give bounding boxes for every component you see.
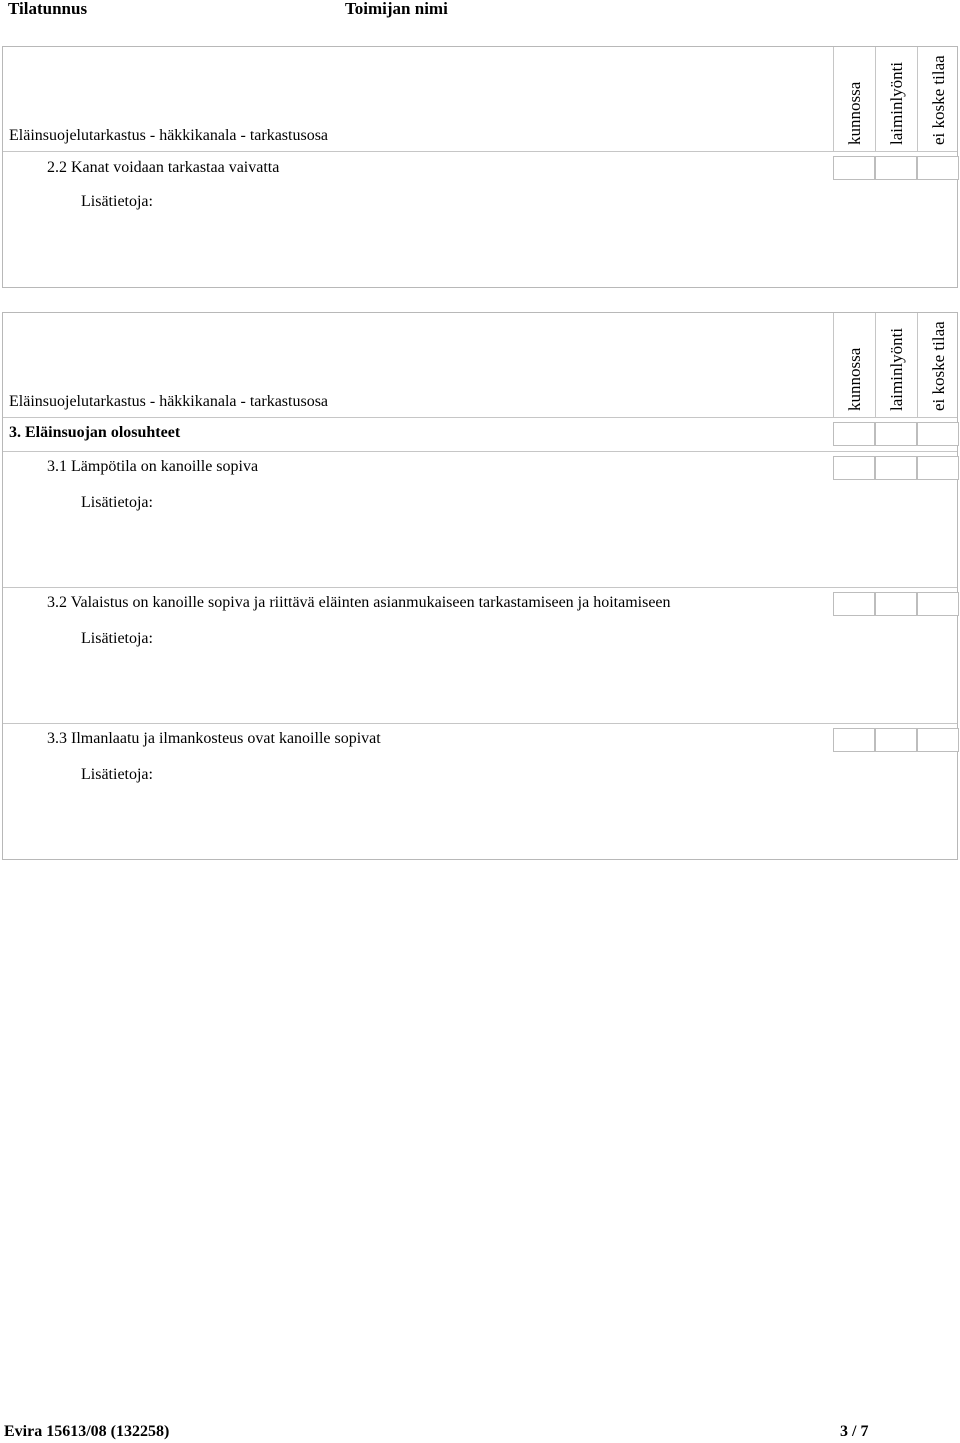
operator-name-label: Toimijan nimi [345, 0, 448, 18]
checkbox-not-applicable[interactable] [917, 592, 959, 616]
item-2-2-info-label: Lisätietoja: [81, 193, 153, 210]
checkbox-ok[interactable] [833, 592, 875, 616]
column-header-neglect: laiminlyönti [875, 47, 917, 151]
checkbox-neglect[interactable] [875, 728, 917, 752]
checkbox-ok[interactable] [833, 456, 875, 480]
column-header-ok: kunnossa [833, 313, 875, 417]
checkbox-neglect[interactable] [875, 456, 917, 480]
divider [3, 151, 957, 152]
checkbox-not-applicable[interactable] [917, 728, 959, 752]
document-id: Evira 15613/08 (132258) [4, 1423, 170, 1440]
inspection-panel-2 [2, 312, 958, 860]
checkbox-neglect[interactable] [875, 592, 917, 616]
farm-id-label: Tilatunnus [8, 0, 88, 18]
checkbox-neglect[interactable] [875, 156, 917, 180]
checkbox-neglect[interactable] [875, 422, 917, 446]
checkbox-not-applicable[interactable] [917, 422, 959, 446]
item-2-2-label: 2.2 Kanat voidaan tarkastaa vaivatta [47, 159, 280, 176]
inspection-panel-1 [2, 46, 958, 288]
item-3-3-label: 3.3 Ilmanlaatu ja ilmankosteus ovat kanoille sopivat [47, 730, 381, 747]
section-3-checkboxes [833, 422, 959, 446]
item-3-3-info-label: Lisätietoja: [81, 766, 153, 783]
checkbox-not-applicable[interactable] [917, 456, 959, 480]
panel-title: Eläinsuojelutarkastus - häkkikanala - tarkastusosa [9, 393, 329, 410]
divider [3, 587, 957, 588]
panel-title: Eläinsuojelutarkastus - häkkikanala - tarkastusosa [9, 127, 329, 144]
section-3-heading: 3. Eläinsuojan olosuhteet [9, 424, 181, 441]
divider [3, 723, 957, 724]
page-number: 3 / 7 [840, 1423, 869, 1440]
column-header-not-applicable: ei koske tilaa [917, 47, 959, 151]
checkbox-not-applicable[interactable] [917, 156, 959, 180]
column-header-ok: kunnossa [833, 47, 875, 151]
item-3-2-label: 3.2 Valaistus on kanoille sopiva ja riittävä eläinten asianmukaiseen tarkastamiseen ja hoitamiseen [47, 594, 671, 611]
item-3-1-info-label: Lisätietoja: [81, 494, 153, 511]
item-3-3-checkboxes [833, 728, 959, 752]
item-3-2-checkboxes [833, 592, 959, 616]
item-3-2-info-label: Lisätietoja: [81, 630, 153, 647]
checkbox-ok[interactable] [833, 728, 875, 752]
item-3-1-checkboxes [833, 456, 959, 480]
divider [3, 417, 957, 418]
column-header-neglect: laiminlyönti [875, 313, 917, 417]
checkbox-ok[interactable] [833, 422, 875, 446]
divider [3, 451, 957, 452]
item-3-1-label: 3.1 Lämpötila on kanoille sopiva [47, 458, 259, 475]
column-header-not-applicable: ei koske tilaa [917, 313, 959, 417]
checkbox-ok[interactable] [833, 156, 875, 180]
item-2-2-checkboxes [833, 156, 959, 180]
